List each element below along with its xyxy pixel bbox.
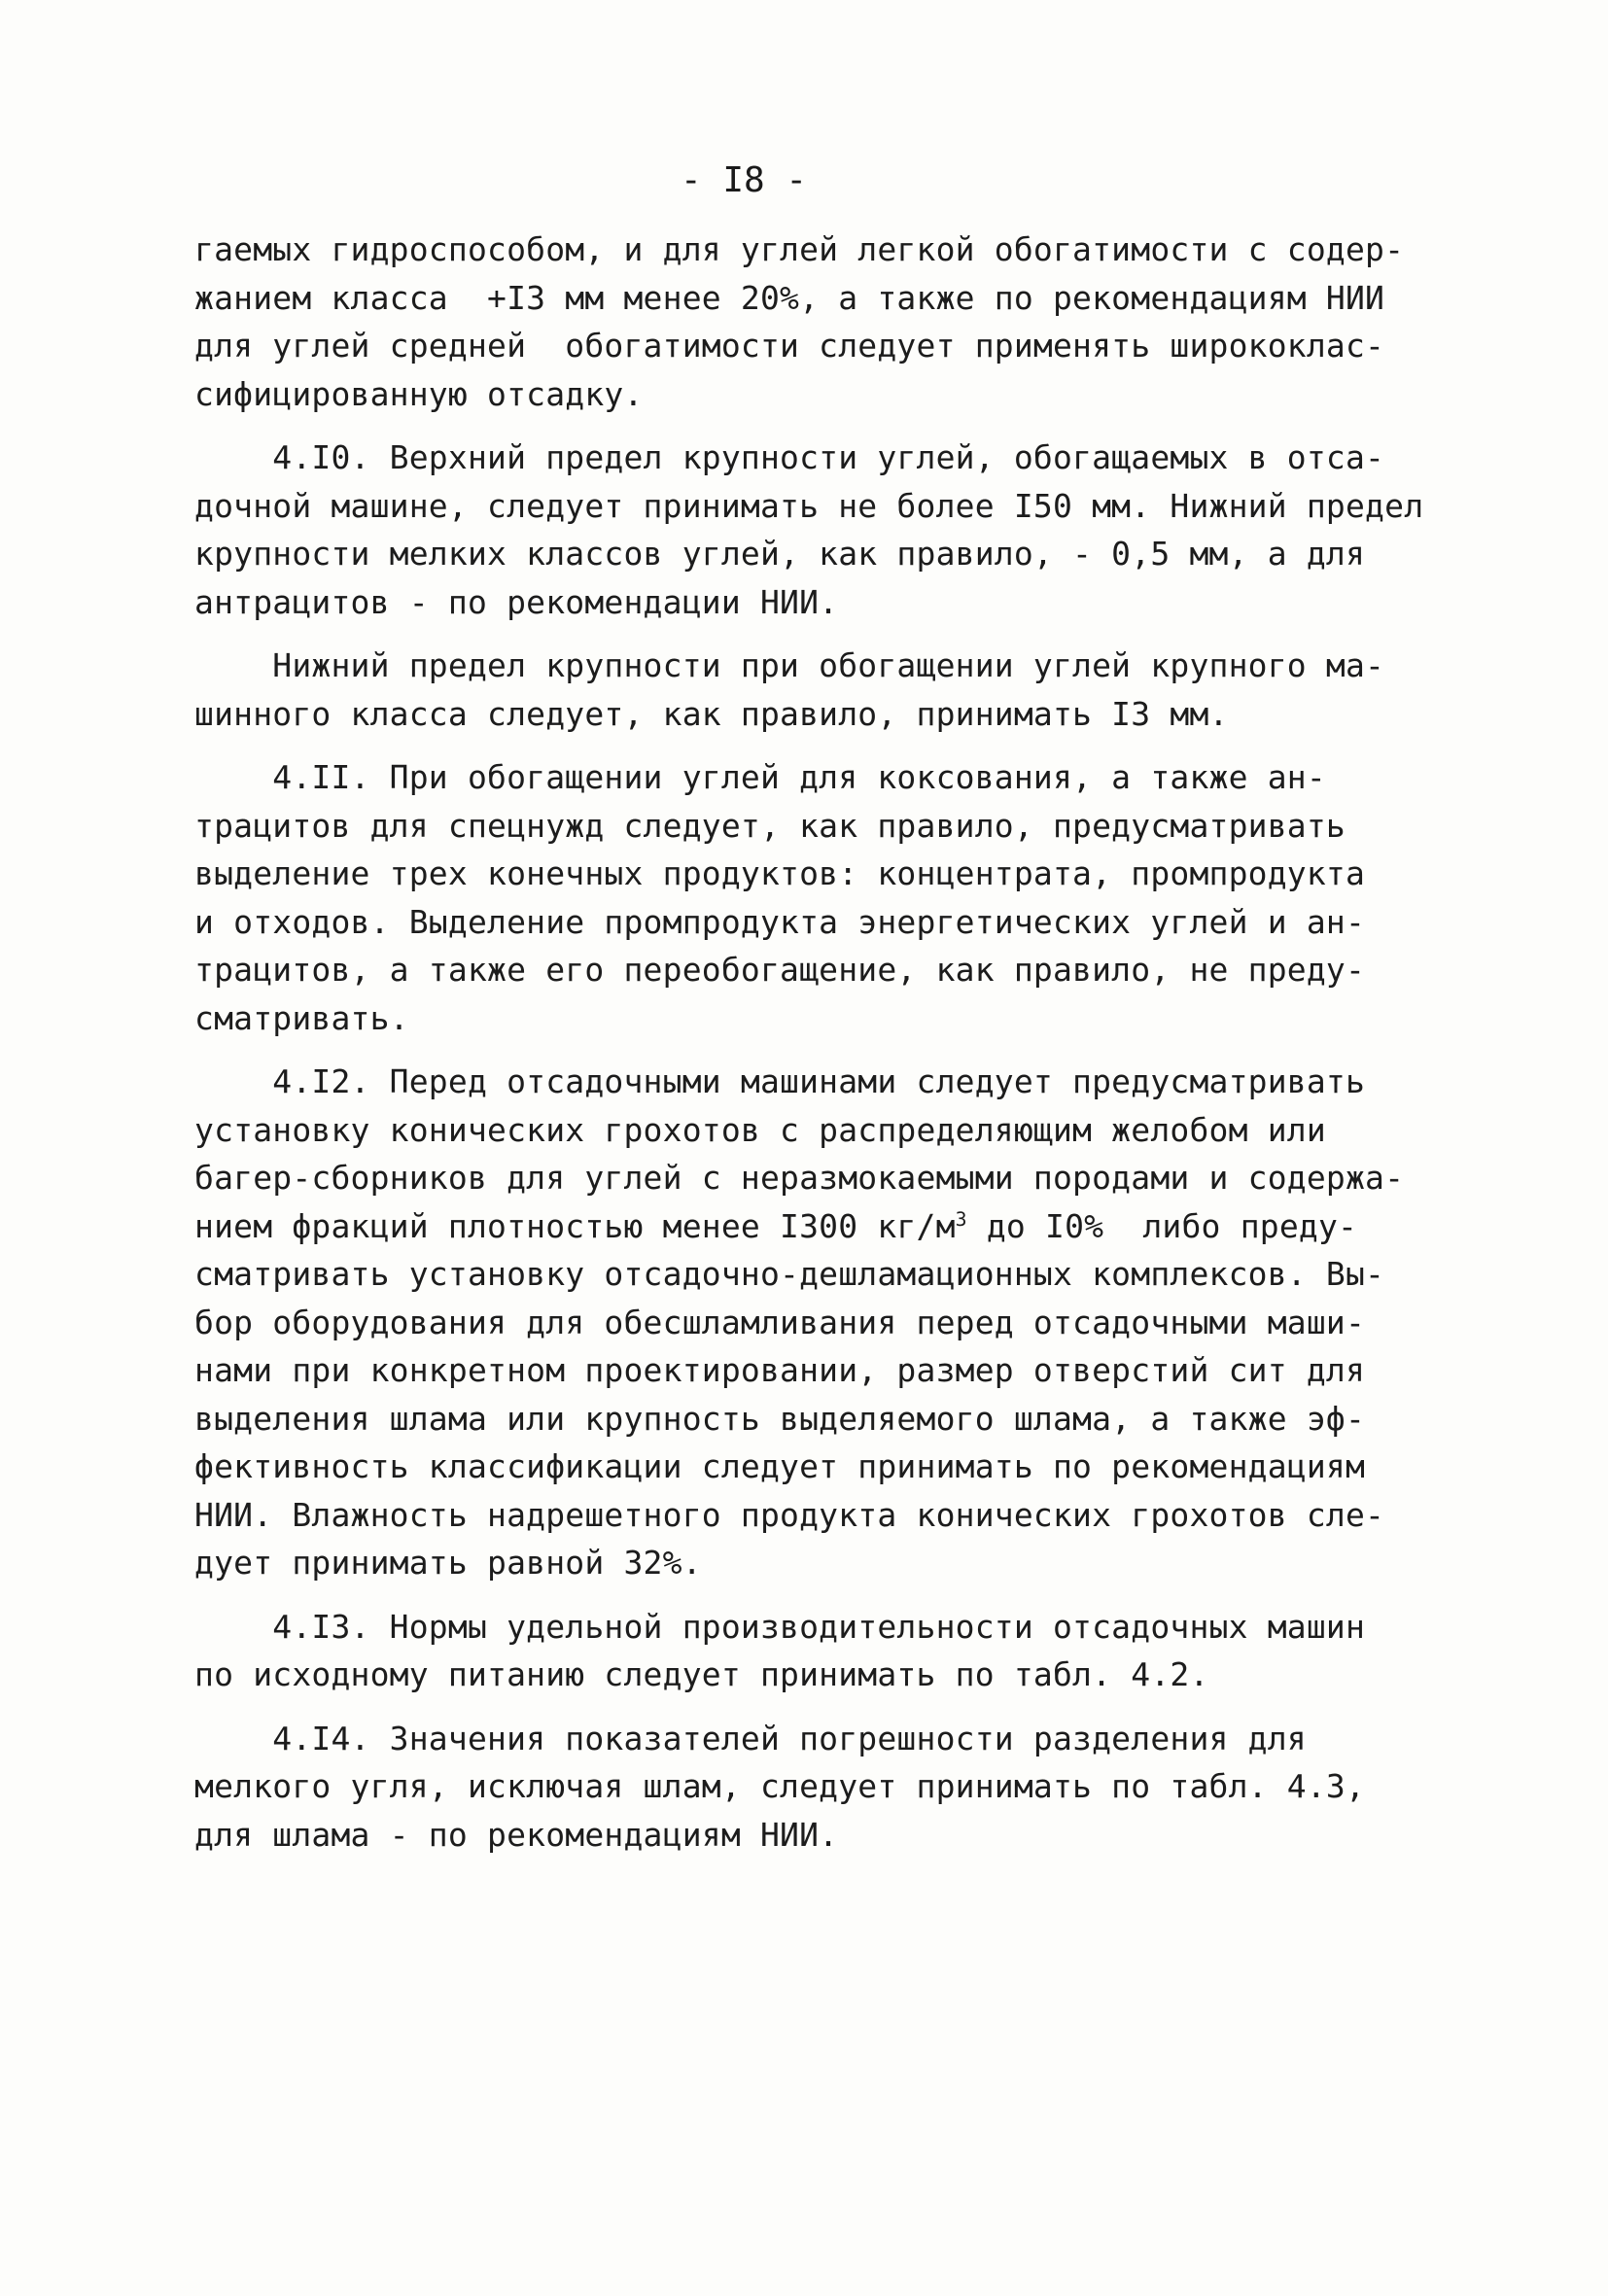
text-line: сматривать установку отсадочно-дешламационных комплексов. Вы-: [194, 1255, 1385, 1293]
text-line: крупности мелких классов углей, как правило, - 0,5 мм, а для: [194, 535, 1366, 573]
text-line: 4.I0. Верхний предел крупности углей, обогащаемых в отса-: [194, 438, 1385, 476]
document-body: [194, 226, 1478, 1859]
text-line: для шлама - по рекомендациям НИИ.: [194, 1815, 839, 1854]
text-line: сифицированную отсадку.: [194, 374, 644, 413]
text-line: шинного класса следует, как правило, принимать I3 мм.: [194, 694, 1229, 733]
text-line: фективность классификации следует принимать по рекомендациям: [194, 1447, 1366, 1485]
text-line: жанием класса +I3 мм менее 20%, а также по рекомендациям НИИ: [194, 278, 1385, 317]
text-line: установку конических грохотов с распределяющим желобом или: [194, 1110, 1326, 1149]
paragraph-continued: [194, 226, 1478, 418]
text-line: антрацитов - по рекомендации НИИ.: [194, 582, 839, 621]
text-line: трацитов для спецнужд следует, как правило, предусматривать: [194, 806, 1346, 845]
text-line: выделение трех конечных продуктов: концентрата, промпродукта: [194, 854, 1366, 892]
text-fragment: нием фракций плотностью менее I300 кг/м: [194, 1206, 956, 1245]
text-line: дочной машине, следует принимать не более I50 мм. Нижний предел: [194, 486, 1424, 525]
text-line: бор оборудования для обесшламливания перед отсадочными маши-: [194, 1303, 1366, 1341]
text-line: 4.I3. Нормы удельной производительности отсадочных машин: [194, 1607, 1366, 1646]
page-number: - I8 -: [680, 160, 808, 200]
paragraph-4-13: [194, 1603, 1478, 1699]
text-line: по исходному питанию следует принимать по табл. 4.2.: [194, 1655, 1209, 1693]
paragraph-4-11: [194, 753, 1478, 1042]
text-line: нами при конкретном проектировании, размер отверстий сит для: [194, 1351, 1366, 1389]
text-line: НИИ. Влажность надрешетного продукта конических грохотов сле-: [194, 1495, 1385, 1534]
text-line: багер-сборников для углей с неразмокаемыми породами и содержа-: [194, 1159, 1405, 1197]
text-line: сматривать.: [194, 998, 409, 1037]
paragraph-4-10: [194, 434, 1478, 626]
text-line: 4.I2. Перед отсадочными машинами следует предусматривать: [194, 1062, 1366, 1100]
text-line: выделения шлама или крупность выделяемого шлама, а также эф-: [194, 1399, 1366, 1438]
text-line-with-superscript: [194, 1202, 1478, 1251]
text-line: гаемых гидроспособом, и для углей легкой обогатимости с содер-: [194, 230, 1405, 268]
text-line: дует принимать равной 32%.: [194, 1544, 702, 1582]
paragraph-4-10-lower-limit: [194, 642, 1478, 738]
text-fragment: до I0% либо преду-: [966, 1206, 1358, 1245]
paragraph-4-14: [194, 1715, 1478, 1860]
text-line: Нижний предел крупности при обогащении углей крупного ма-: [194, 646, 1385, 684]
superscript: 3: [955, 1207, 967, 1231]
text-line: мелкого угля, исключая шлам, следует принимать по табл. 4.3,: [194, 1767, 1366, 1805]
text-line: для углей средней обогатимости следует применять ширококлас-: [194, 327, 1385, 365]
text-line: трацитов, а также его переобогащение, как правило, не преду-: [194, 951, 1366, 989]
text-line: 4.II. При обогащении углей для коксования, а также ан-: [194, 758, 1326, 796]
text-line: 4.I4. Значения показателей погрешности разделения для: [194, 1719, 1307, 1757]
paragraph-4-12: [194, 1058, 1478, 1587]
text-line: и отходов. Выделение промпродукта энергетических углей и ан-: [194, 902, 1366, 941]
